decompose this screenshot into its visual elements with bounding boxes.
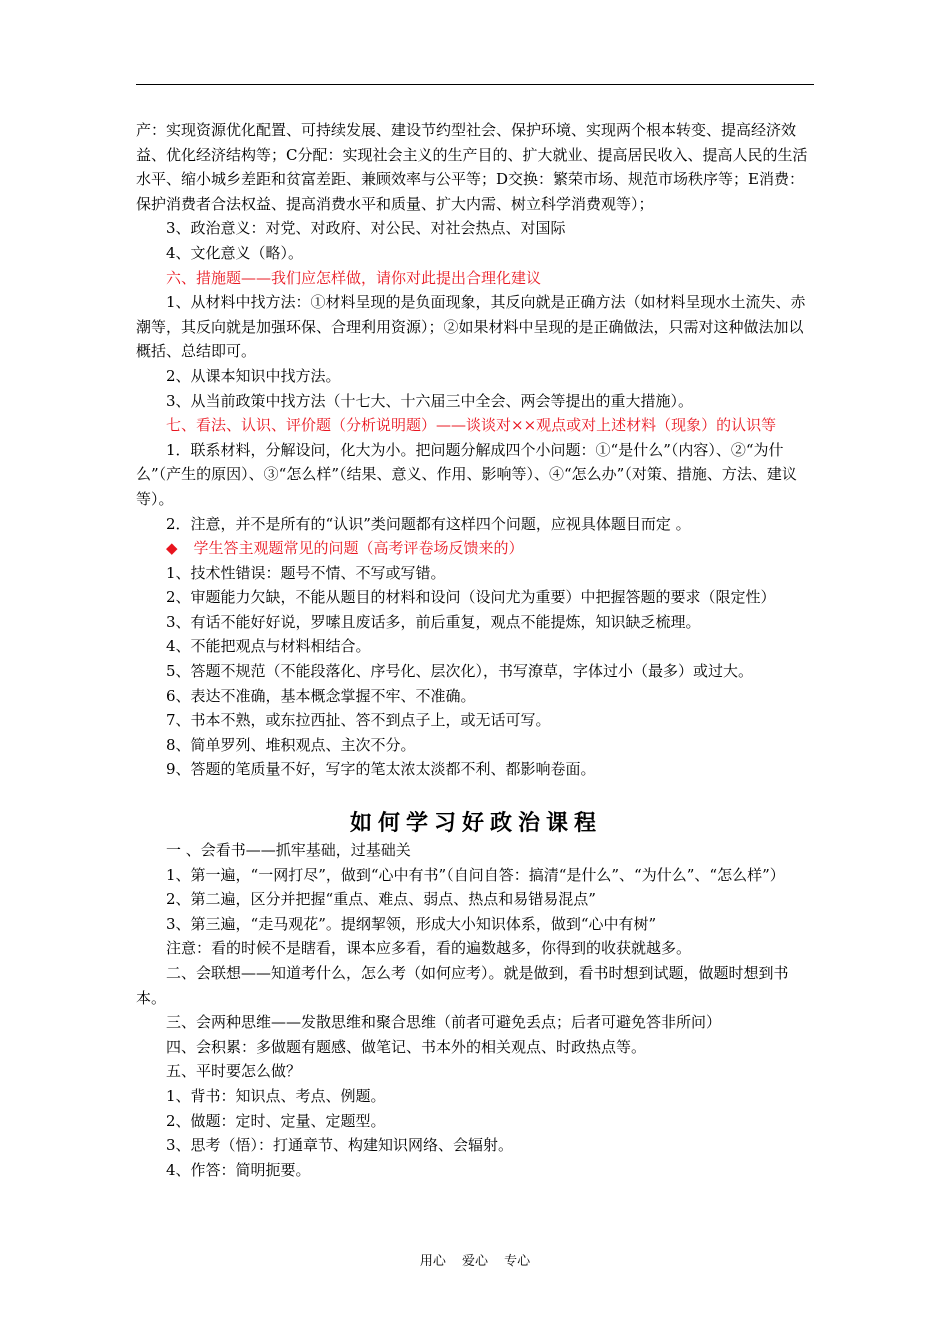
paragraph: 1、第一遍，“一网打尽”，做到“心中有书”（自问自答：搞清“是什么”、“为什么”、“怎么样”）: [166, 865, 785, 884]
paragraph: 三、会两种思维——发散思维和聚合思维（前者可避免丢点；后者可避免答非所问）: [166, 1013, 722, 1032]
paragraph: 4、文化意义（略）。: [166, 243, 304, 262]
list-item: 4、不能把观点与材料相结合。: [166, 637, 371, 656]
document-body: [136, 118, 816, 1182]
paragraph: 产：实现资源优化配置、可持续发展、建设节约型社会、保护环境、实现两个根本转变、提高经济效益、优化经济结构等；C分配：实现社会主义的生产目的、扩大就业、提高居民收入、提高人民的生活水平、缩小城乡差距和贫富差距、兼顾效率与公平等；D交换：繁荣市场、规范市场秩序等；E消费：保护消费者合法权益、提高消费水平和质量、扩大内需、树立科学消费观等）；: [136, 121, 808, 213]
paragraph: 注意：看的时候不是瞎看，课本应多看，看的遍数越多，你得到的收获就越多。: [166, 939, 692, 958]
paragraph: 1、从材料中找方法：①材料呈现的是负面现象，其反向就是正确方法（如材料呈现水土流失、赤潮等，其反向就是加强环保、合理利用资源）；②如果材料中呈现的是正确做法，只需对这种做法加以概括、总结即可。: [136, 293, 806, 361]
spacer: [136, 782, 816, 808]
paragraph: 2．注意，并不是所有的“认识”类问题都有这样四个问题，应视具体题目而定 。: [166, 514, 691, 533]
list-item: 2、做题：定时、定量、定题型。: [166, 1111, 386, 1130]
list-item: 3、思考（悟）：打通章节、构建知识网络、会辐射。: [166, 1136, 514, 1155]
paragraph: 2、从课本知识中找方法。: [166, 366, 341, 385]
list-item: 6、表达不准确，基本概念掌握不牢、不准确。: [166, 686, 476, 705]
page-footer: [0, 1250, 950, 1269]
footer-word: 专心: [504, 1254, 531, 1269]
paragraph: 3、第三遍，“走马观花”。提纲挈领，形成大小知识体系，做到“心中有树”: [166, 914, 657, 933]
paragraph: 一 、会看书——抓牢基础，过基础关: [166, 841, 411, 860]
list-item: 9、答题的笔质量不好，写字的笔太浓太淡都不利、都影响卷面。: [166, 760, 596, 779]
paragraph: 3、从当前政策中找方法（十七大、十六届三中全会、两会等提出的重大措施）。: [166, 391, 694, 410]
list-item: 1、背书：知识点、考点、例题。: [166, 1086, 386, 1105]
paragraph: 2、第二遍，区分并把握“重点、难点、弱点、热点和易错易混点”: [166, 890, 596, 909]
bullet-heading: [136, 536, 816, 561]
header-rule: [136, 84, 814, 85]
list-item: 2、审题能力欠缺，不能从题目的材料和设问（设问尤为重要）中把握答题的要求（限定性）: [166, 588, 776, 607]
diamond-bullet-icon: ◆: [166, 539, 178, 558]
list-item: 4、作答：简明扼要。: [166, 1160, 311, 1179]
paragraph: 二、会联想——知道考什么，怎么考（如何应考）。就是做到，看书时想到试题，做题时想到书本。: [136, 964, 789, 1007]
paragraph: 1．联系材料，分解设问，化大为小。把问题分解成四个小问题：①“是什么”（内容）、②“为什么”（产生的原因）、③“怎么样”（结果、意义、作用、影响等）、④“怎么办”（对策、措施、方法、建议等）。: [136, 440, 797, 508]
list-item: 5、答题不规范（不能段落化、序号化、层次化），书写潦草，字体过小（最多）或过大。: [166, 662, 754, 681]
section-heading-6: 六、措施题——我们应怎样做，请你对此提出合理化建议: [166, 268, 542, 287]
paragraph: 四、会积累：多做题有题感、做笔记、书本外的相关观点、时政热点等。: [166, 1037, 647, 1056]
list-item: 7、书本不熟，或东拉西扯、答不到点子上，或无话可写。: [166, 711, 551, 730]
section-heading-7: 七、看法、认识、评价题（分析说明题）——谈谈对××观点或对上述材料（现象）的认识等: [166, 416, 777, 435]
paragraph: 3、政治意义：对党、对政府、对公民、对社会热点、对国际: [166, 219, 566, 238]
footer-word: 爱心: [461, 1254, 488, 1269]
section-title: 如何学习好政治课程: [349, 810, 602, 837]
list-item: 3、有话不能好好说，罗嗦且废话多，前后重复，观点不能提炼，知识缺乏梳理。: [166, 612, 701, 631]
paragraph: 五、平时要怎么做？: [166, 1062, 302, 1081]
footer-word: 用心: [419, 1254, 446, 1269]
list-item: 1、技术性错误：题号不情、不写或写错。: [166, 563, 446, 582]
bullet-heading-text: 学生答主观题常见的问题（高考评卷场反馈来的）: [193, 539, 524, 558]
list-item: 8、简单罗列、堆积观点、主次不分。: [166, 735, 416, 754]
